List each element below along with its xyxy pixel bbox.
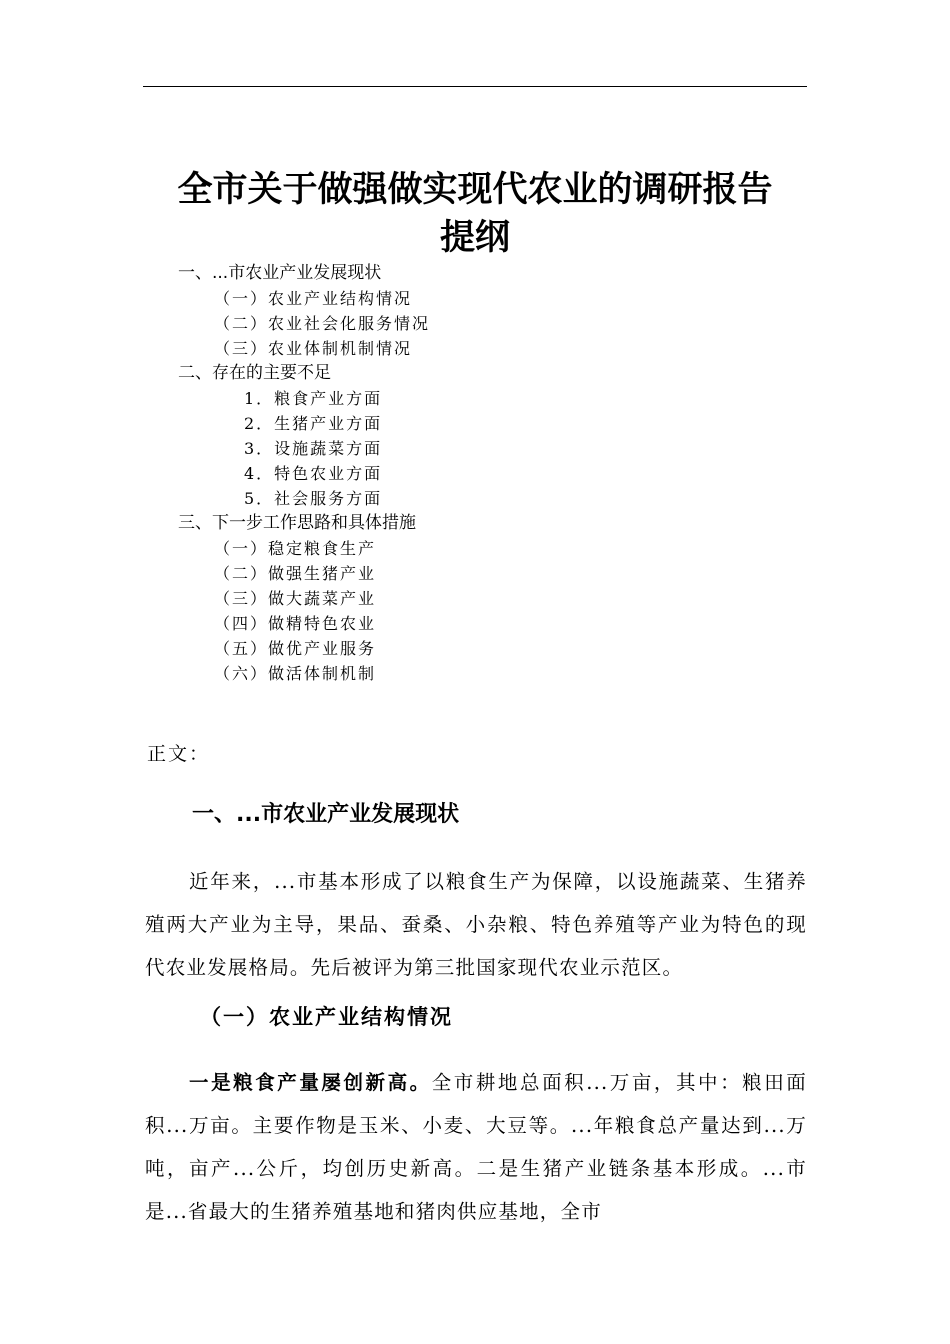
outline-item: 2．生猪产业方面 xyxy=(244,414,383,433)
outline-item: 1．粮食产业方面 xyxy=(244,389,383,408)
subsection-heading: （一）农业产业结构情况 xyxy=(200,1004,453,1029)
outline-item: （一）稳定粮食生产 xyxy=(214,539,377,558)
outline-item: （一）农业产业结构情况 xyxy=(214,289,413,308)
paragraph-lead: 一是粮食产量屡创新高。 xyxy=(189,1071,432,1094)
outline-item: 4．特色农业方面 xyxy=(244,464,383,483)
header-rule xyxy=(143,86,807,87)
paragraph-text: 全市耕地总面积...万亩，其中：粮田面积...万亩。主要作物是玉米、小麦、大豆等。...年粮食总产量达到...万吨，亩产...公斤，均创历史新高。二是生猪产业链条基本形成。...市是...省最大的生猪养殖基地和猪肉供应基地，全市 xyxy=(145,1071,807,1223)
section-heading: 一、...市农业产业发展现状 xyxy=(192,802,460,827)
outline-item: （三）农业体制机制情况 xyxy=(214,339,413,358)
outline-item: 5．社会服务方面 xyxy=(244,489,383,508)
title-line-2: 提纲 xyxy=(439,218,510,258)
outline-item: 一、...市农业产业发展现状 xyxy=(178,263,382,283)
outline-item: 三、下一步工作思路和具体措施 xyxy=(178,513,416,533)
outline-item: （二）农业社会化服务情况 xyxy=(214,314,431,333)
body-paragraph xyxy=(145,1061,807,1233)
body-label: 正文： xyxy=(147,743,211,765)
title-line-1: 全市关于做强做实现代农业的调研报告 xyxy=(177,170,773,210)
outline-item: （二）做强生猪产业 xyxy=(214,564,377,583)
outline-item: （六）做活体制机制 xyxy=(214,664,377,683)
outline-item: （三）做大蔬菜产业 xyxy=(214,589,377,608)
outline-item: （四）做精特色农业 xyxy=(214,614,377,633)
outline-item: （五）做优产业服务 xyxy=(214,639,377,658)
outline-item: 二、存在的主要不足 xyxy=(178,363,331,383)
body-paragraph: 近年来，...市基本形成了以粮食生产为保障，以设施蔬菜、生猪养殖两大产业为主导，果品、蚕桑、小杂粮、特色养殖等产业为特色的现代农业发展格局。先后被评为第三批国家现代农业示范区。 xyxy=(145,870,807,979)
outline-item: 3．设施蔬菜方面 xyxy=(244,439,383,458)
document-title xyxy=(143,166,807,262)
